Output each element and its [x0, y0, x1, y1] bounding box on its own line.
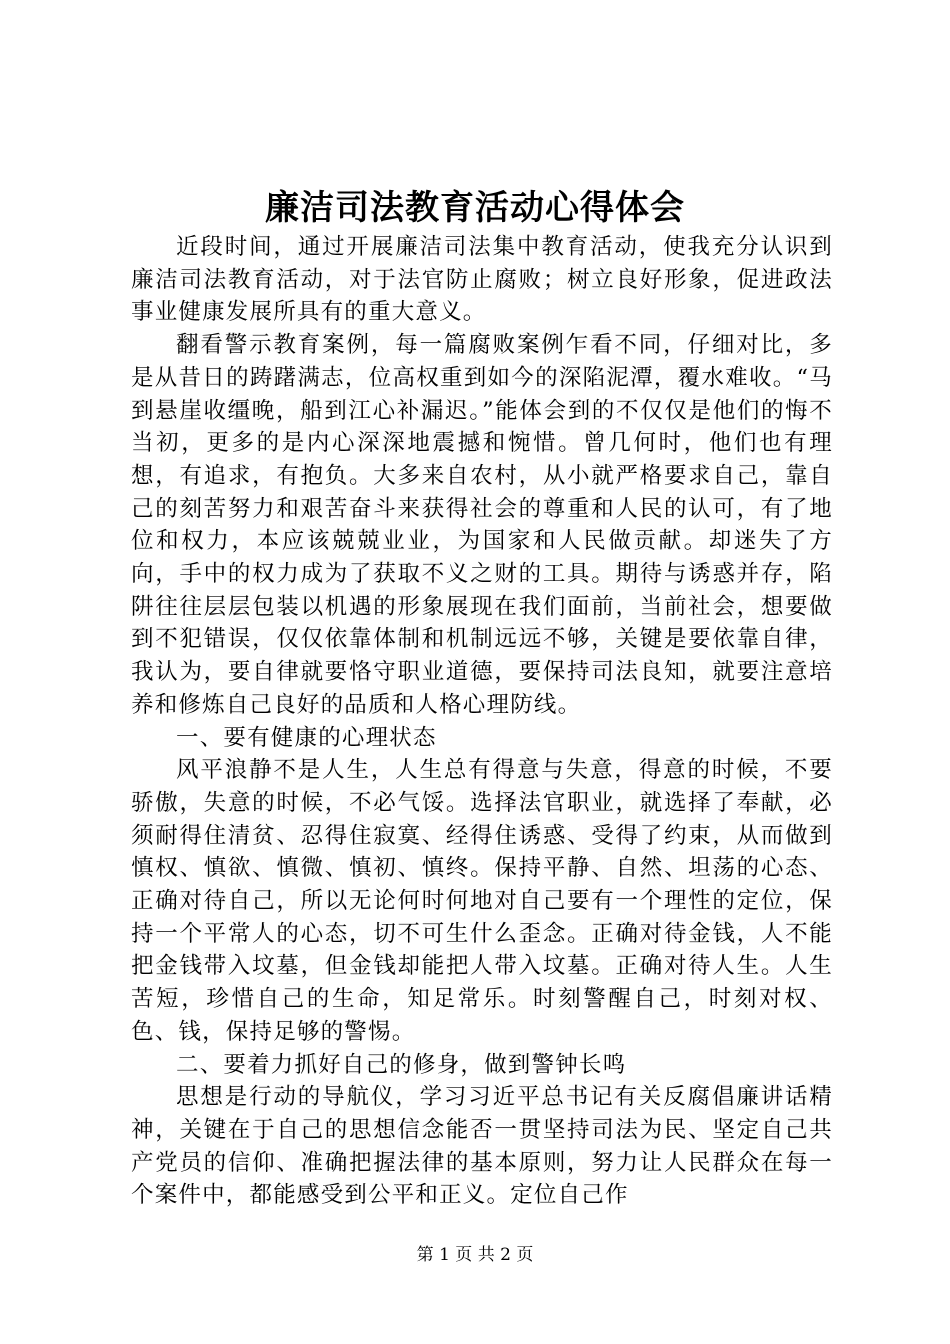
document-body — [131, 231, 833, 1212]
paragraph-intro: 近段时间，通过开展廉洁司法集中教育活动，使我充分认识到廉洁司法教育活动，对于法官防止腐败；树立良好形象，促进政法事业健康发展所具有的重大意义。 — [131, 234, 833, 326]
section-heading-2: 二、要着力抓好自己的修身，做到警钟长鸣 — [176, 1051, 627, 1078]
paragraph-mental-state: 风平浪静不是人生，人生总有得意与失意，得意的时候，不要骄傲，失意的时候，不必气馁。选择法官职业，就选择了奉献，必须耐得住清贫、忍得住寂寞、经得住诱惑、受得了约束，从而做到慎权、慎欲、慎微、慎初、慎终。保持平静、自然、坦荡的心态、正确对待自己，所以无论何时何地对自己要有一个理性的定位，保持一个平常人的心态，切不可生什么歪念。正确对待金钱，人不能把金钱带入坟墓，但金钱却能把人带入坟墓。正确对待人生。人生苦短，珍惜自己的生命，知足常乐。时刻警醒自己，时刻对权、色、钱，保持足够的警惕。 — [131, 757, 833, 1045]
paragraph-warning-cases: 翻看警示教育案例，每一篇腐败案例乍看不同，仔细对比，多是从昔日的踌躇满志，位高权重到如今的深陷泥潭，覆水难收。“马到悬崖收缰晚，船到江心补漏迟。”能体会到的不仅仅是他们的悔不当初，更多的是内心深深地震撼和惋惜。曾几何时，他们也有理想，有追求，有抱负。大多来自农村，从小就严格要求自己，靠自己的刻苦努力和艰苦奋斗来获得社会的尊重和人民的认可，有了地位和权力，本应该兢兢业业，为国家和人民做贡献。却迷失了方向，手中的权力成为了获取不义之财的工具。期待与诱惑并存，陷阱往往层层包装以机遇的形象展现在我们面前，当前社会，想要做到不犯错误，仅仅依靠体制和机制远远不够，关键是要依靠自律，我认为，要自律就要恪守职业道德，要保持司法良知，就要注意培养和修炼自己良好的品质和人格心理防线。 — [131, 332, 833, 718]
document-title: 廉洁司法教育活动心得体会 — [265, 188, 685, 228]
page-footer: 第 1 页 共 2 页 — [416, 1245, 534, 1265]
paragraph-self-cultivation: 思想是行动的导航仪，学习习近平总书记有关反腐倡廉讲话精神，关键在于自己的思想信念能否一贯坚持司法为民、坚定自己共产党员的信仰、准确把握法律的基本原则，努力让人民群众在每一个案件中，都能感受到公平和正义。定位自己作 — [131, 1084, 833, 1209]
section-heading-1: 一、要有健康的心理状态 — [176, 724, 437, 751]
